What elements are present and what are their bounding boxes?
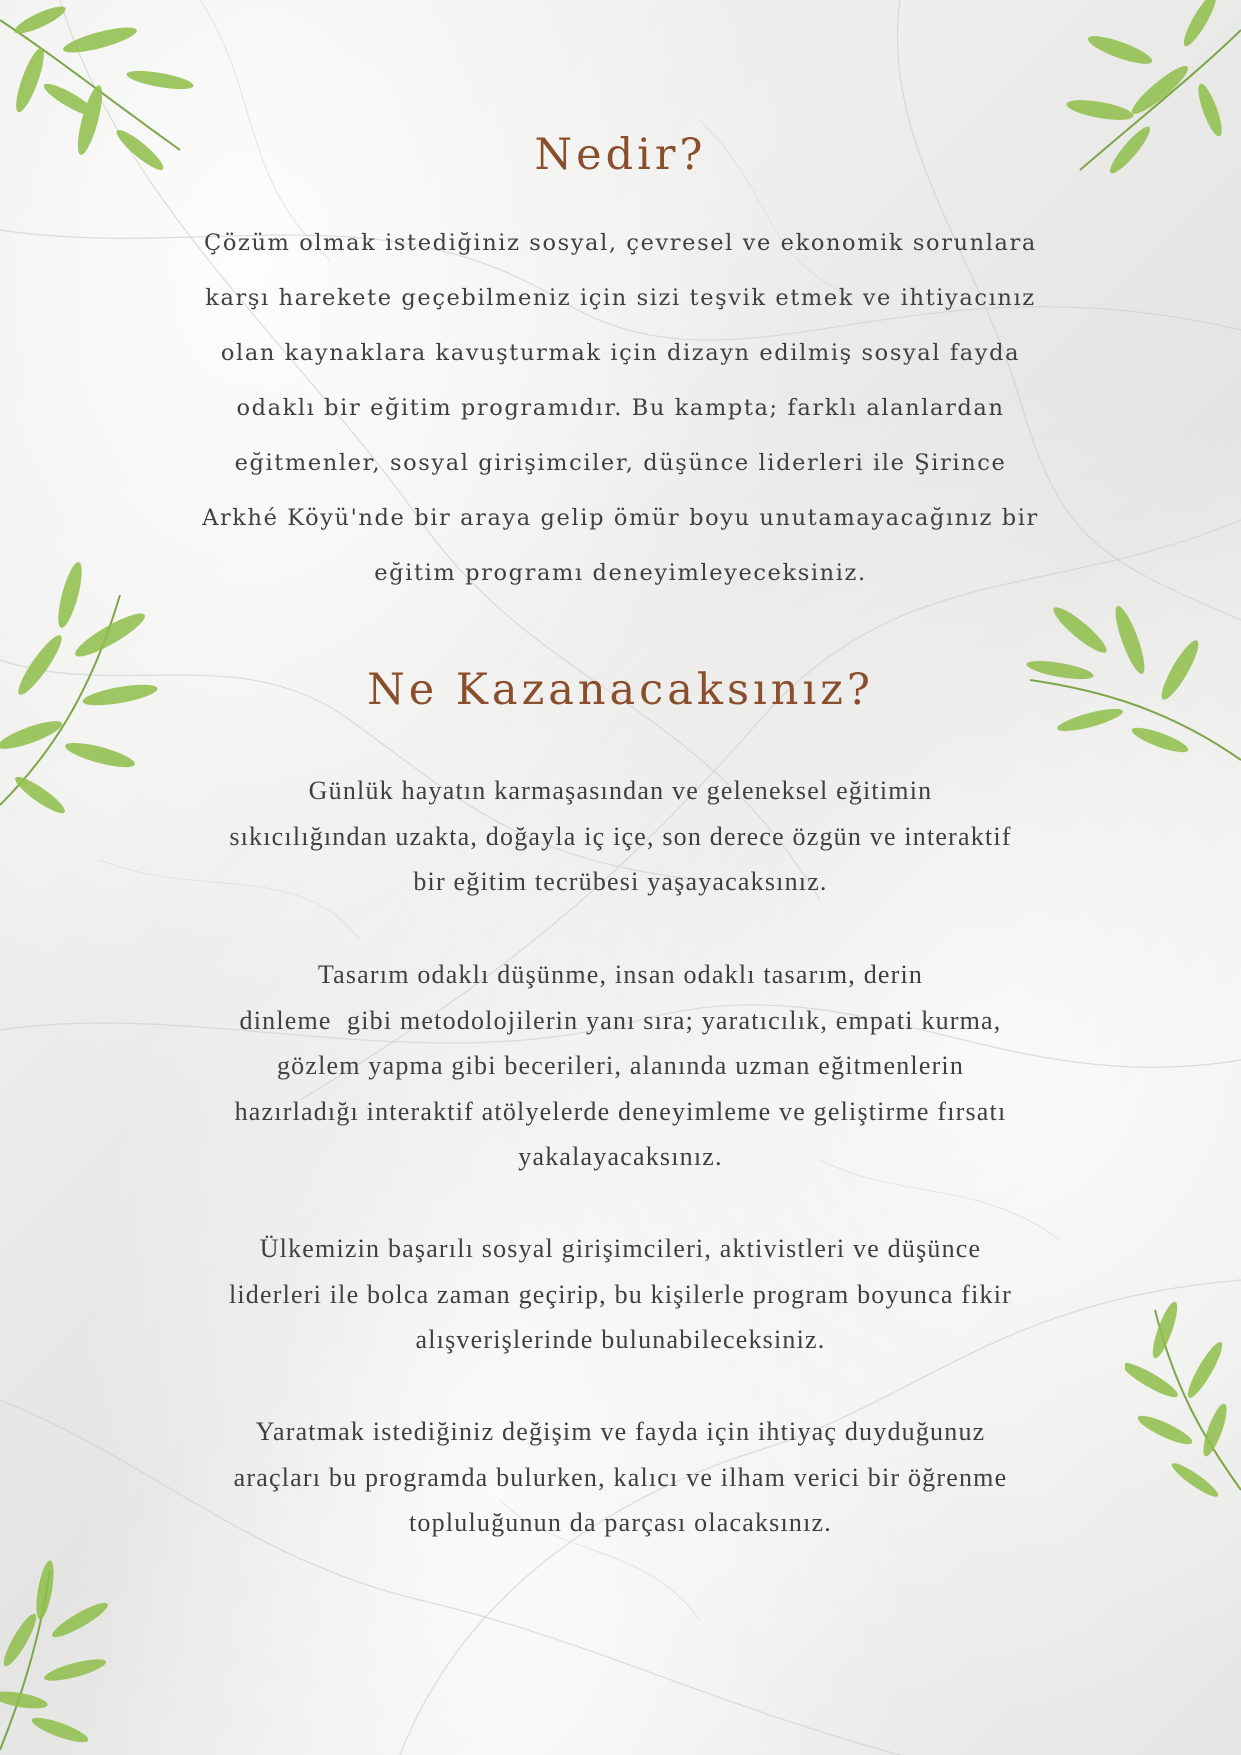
text-line: Arkhé Köyü'nde bir araya gelip ömür boyu unutamayacağınız bir	[202, 505, 1039, 531]
section-title-what: Nedir?	[534, 130, 707, 180]
text-line: liderleri ile bolca zaman geçirip, bu kişilerle program boyunca fikir	[228, 1279, 1013, 1309]
text-line: eğitim programı deneyimleyeceksiniz.	[374, 560, 867, 586]
text-line: gözlem yapma gibi becerileri, alanında uzman eğitmenlerin	[276, 1051, 965, 1080]
text-line: Ülkemizin başarılı sosyal girişimcileri, aktivistleri ve düşünce	[259, 1234, 982, 1263]
text-line: Çözüm olmak istediğiniz sosyal, çevresel ve ekonomik sorunlara	[204, 230, 1037, 256]
gain-paragraph	[140, 768, 1101, 905]
gain-paragraph	[140, 952, 1101, 1180]
intro-paragraph	[140, 216, 1101, 601]
text-line: yakalayacaksınız.	[518, 1142, 723, 1171]
gain-paragraph	[140, 1226, 1101, 1363]
section-title-gain: Ne Kazanacaksınız?	[367, 665, 874, 715]
text-line: olan kaynaklara kavuşturmak için dizayn edilmiş sosyal fayda	[220, 340, 1021, 366]
text-line: bir eğitim tecrübesi yaşayacaksınız.	[413, 867, 828, 896]
text-line: odaklı bir eğitim programıdır. Bu kampta; farklı alanlardan	[236, 395, 1005, 421]
text-line: araçları bu programda bulurken, kalıcı ve ilham verici bir öğrenme	[233, 1462, 1008, 1492]
gain-paragraph	[140, 1409, 1101, 1546]
leaf-branch-icon	[1125, 1300, 1241, 1500]
leaf-branch-icon	[0, 1560, 120, 1755]
text-line: dinleme gibi metodolojilerin yanı sıra; yaratıcılık, empati kurma,	[239, 1005, 1002, 1035]
text-line: karşı harekete geçebilmeniz için sizi teşvik etmek ve ihtiyacınız	[205, 285, 1036, 311]
text-line: hazırladığı interaktif atölyelerde deneyimleme ve geliştirme fırsatı	[234, 1096, 1007, 1126]
text-line: eğitmenler, sosyal girişimciler, düşünce liderleri ile Şirince	[234, 450, 1007, 476]
text-line: topluluğunun da parçası olacaksınız.	[409, 1508, 832, 1537]
text-line: Günlük hayatın karmaşasından ve geleneksel eğitimin	[308, 776, 933, 805]
text-line: Yaratmak istediğiniz değişim ve fayda için ihtiyaç duyduğunuz	[255, 1417, 986, 1446]
text-line: sıkıcılığından uzakta, doğayla iç içe, son derece özgün ve interaktif	[229, 821, 1012, 851]
text-line: Tasarım odaklı düşünme, insan odaklı tasarım, derin	[317, 960, 924, 989]
text-line: alışverişlerinde bulunabileceksiniz.	[415, 1325, 826, 1354]
